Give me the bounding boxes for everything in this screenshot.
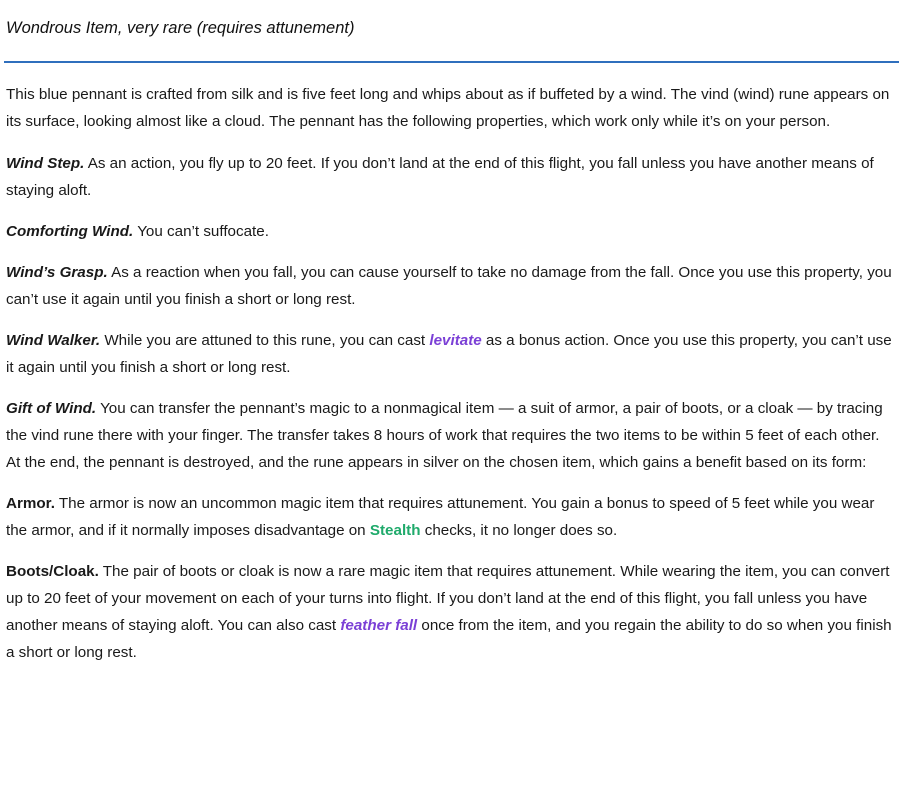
property-name-gift-of-wind: Gift of Wind. (6, 399, 97, 417)
property-name-wind-step: Wind Step. (6, 154, 85, 172)
benefit-armor (4, 490, 899, 544)
property-text-wind-walker-before: While you are attuned to this rune, you can cast (100, 331, 430, 349)
property-name-winds-grasp: Wind’s Grasp. (6, 263, 108, 281)
property-text-winds-grasp: As a reaction when you fall, you can cause yourself to take no damage from the fall. Once you use this property, you can’t use it again until you finish a short or long rest. (6, 263, 892, 308)
property-text-wind-step: As an action, you fly up to 20 feet. If you don’t land at the end of this flight, you fall unless you have another means of staying aloft. (6, 154, 874, 199)
property-gift-of-wind (4, 395, 899, 476)
benefit-text-boots-cloak-before: The pair of boots or cloak is now a rare magic item that requires attunement. While wearing the item, you can convert up to 20 feet of your movement on each of your turns into flight. If you don’t land at the end of this flight, you fall unless you have another means of staying aloft. You can also cast (6, 563, 890, 635)
skill-link-stealth[interactable]: Stealth (369, 522, 421, 540)
item-subtitle: Wondrous Item, very rare (requires attunement) (6, 19, 355, 37)
property-name-wind-walker: Wind Walker. (6, 331, 101, 349)
property-text-wind-walker-after: as a bonus action. Once you use this property, you can’t use it again until you finish a short or long rest. (6, 331, 892, 376)
section-divider (4, 61, 899, 63)
benefit-name-armor: Armor. (6, 495, 55, 512)
property-wind-walker (4, 327, 899, 381)
benefit-text-armor-after: checks, it no longer does so. (420, 522, 618, 540)
property-text-gift-of-wind: You can transfer the pennant’s magic to a nonmagical item — a suit of armor, a pair of boots, or a cloak — by tracing the vind rune there with your finger. The transfer takes 8 hours of work that requires the two items to be within 5 feet of each other. At the end, the pennant is destroyed, and the rune appears in silver on the chosen item, which gains a benefit based on its form: (6, 399, 883, 471)
spell-link-levitate[interactable]: levitate (429, 331, 482, 349)
benefit-boots-cloak (4, 558, 899, 666)
item-intro-paragraph: This blue pennant is crafted from silk and is five feet long and whips about as if buffeted by a wind. The vind (wind) rune appears on its surface, looking almost like a cloud. The pennant has the following properties, which work only while it’s on your person. (6, 86, 890, 131)
property-text-comforting-wind: You can’t suffocate. (133, 222, 269, 240)
spell-link-feather-fall[interactable]: feather fall (340, 617, 418, 635)
property-comforting-wind (4, 218, 899, 245)
property-winds-grasp (4, 259, 899, 313)
benefit-text-armor-before: The armor is now an uncommon magic item that requires attunement. You gain a bonus to speed of 5 feet while you wear the armor, and if it normally imposes disadvantage on (6, 495, 875, 540)
property-wind-step (4, 150, 899, 204)
property-name-comforting-wind: Comforting Wind. (6, 222, 134, 240)
benefit-name-boots-cloak: Boots/Cloak. (6, 563, 99, 581)
benefit-text-boots-cloak-after: once from the item, and you regain the ability to do so when you finish a short or long rest. (6, 617, 892, 662)
